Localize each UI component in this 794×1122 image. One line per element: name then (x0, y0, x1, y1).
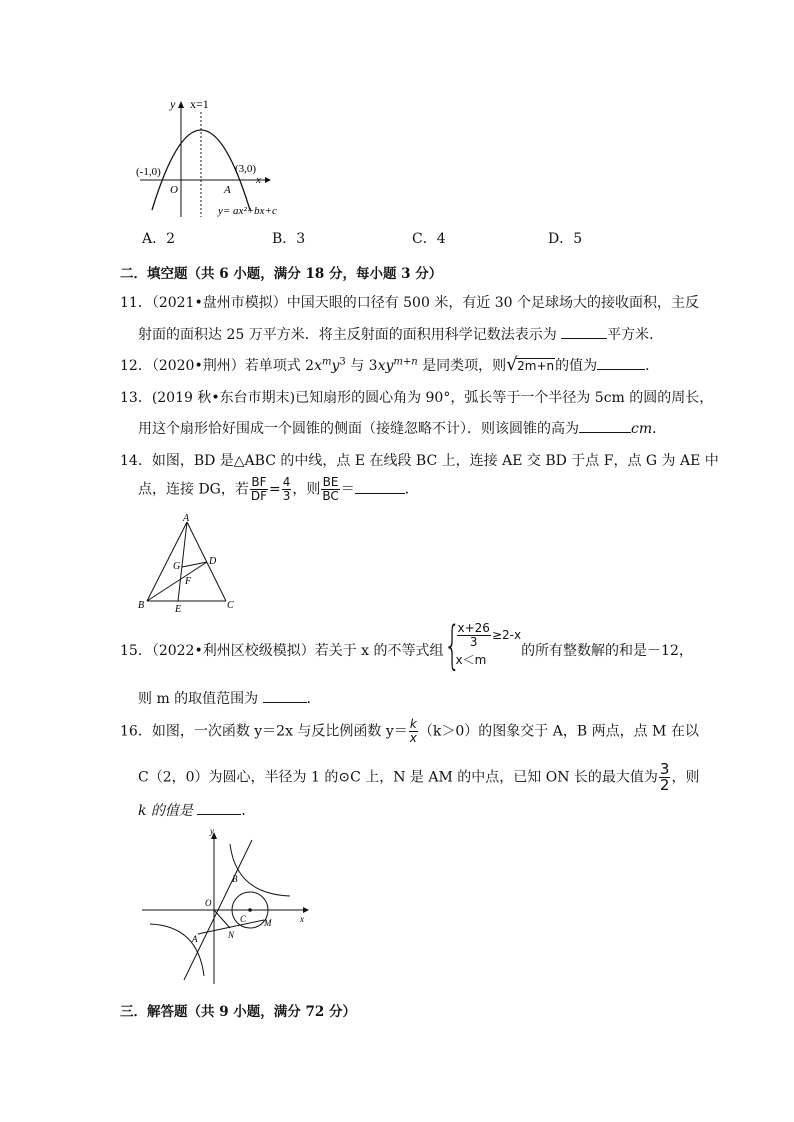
option-a: A．2 (142, 231, 176, 247)
tri-label-d: D (209, 556, 217, 567)
q15-blank[interactable] (263, 688, 307, 703)
option-c: C．4 (412, 231, 446, 247)
q16-blank[interactable] (197, 800, 241, 815)
triangle-figure (130, 512, 245, 614)
q14-line1: 14．如图，BD 是△ABC 的中线，点 E 在线段 BC 上，连接 AE 交 BD 于点 F，点 G 为 AE 中 (120, 453, 719, 469)
label-point-left: (-1,0) (136, 166, 161, 178)
q14-blank[interactable] (355, 479, 405, 494)
q12-sqrt: √ 2m+n (506, 354, 555, 375)
y-axis-arrow (178, 101, 184, 108)
q14-line2: 点，连接 DG，若 $\frac{BF}{DF}$ = $\frac{4}{3}$ ，则 $\frac{BE}{BC}$ ＝ ． (138, 475, 419, 503)
tri-label-g: G (173, 561, 181, 572)
q12: 12．（2020•荆州）若单项式 $2x^my^3$ 与 $3xy^{m+n}$ 是同类项，则 √ 2m+n的值为 ． (120, 354, 660, 375)
q16-line3: k 的值是 ． (138, 800, 255, 820)
q11-line2: 射面的面积达 25 万平方米．将主反射面的面积用科学记数法表示为 平方米． (138, 324, 663, 344)
label-y: y (170, 97, 176, 111)
label-equation: y= ax²+bx+c (218, 205, 277, 217)
label-a: A (224, 184, 231, 196)
q11-line1: 11．（2021•盘州市模拟）中国天眼的口径有 500 米，有近 30 个足球场大的接收面积，主反 (120, 295, 700, 311)
fig3-label-b: B (232, 874, 238, 884)
q12-blank[interactable] (597, 355, 645, 370)
label-x1: x=1 (190, 97, 209, 111)
fig3-label-x: x (300, 914, 304, 924)
q13-blank[interactable] (579, 418, 631, 433)
tri-label-e: E (175, 604, 182, 614)
q15-system: { $\frac{x+26}{3}$ ≥2-x x＜m (443, 616, 522, 676)
q13-line1: 13．(2019 秋•东台市期末)已知扇形的圆心角为 90°，弧长等于一个半径为 5cm 的圆的周长， (120, 390, 714, 406)
label-x: x (256, 174, 261, 186)
parabola-figure (130, 92, 290, 222)
q11-blank[interactable] (561, 324, 607, 339)
tri-label-a: A (183, 513, 190, 524)
q13-line2: 用这个扇形恰好围成一个圆锥的侧面（接缝忽略不计）．则该圆锥的高为 cm． (138, 418, 666, 438)
section3-title: 三．解答题（共 9 小题，满分 72 分） (120, 1004, 356, 1020)
tri-label-b: B (138, 600, 145, 611)
fig3-label-n: N (228, 930, 235, 940)
q15-line1: 15．（2022•利州区校级模拟）若关于 x 的不等式组 { $\frac{x+26}{3}$ ≥2-x x＜m 的所有整数解的和是－12， (120, 616, 693, 676)
label-point-right: (3,0) (235, 163, 257, 175)
fig3-label-m: M (264, 918, 272, 928)
label-origin: O (170, 184, 178, 196)
tri-label-c: C (227, 600, 234, 611)
option-d: D．5 (548, 231, 583, 247)
q16-line2: C（2，0）为圆心，半径为 1 的⊙C 上，N 是 AM 的中点，已知 ON 长的最大值为 $\frac{3}{2}$ ，则 (138, 760, 700, 794)
fig3-label-o: O (205, 898, 212, 908)
section2-title: 二．填空题（共 6 小题，满分 18 分，每小题 3 分） (120, 266, 443, 282)
circle-hyperbola-figure (140, 826, 315, 986)
fig3-label-c: C (240, 914, 247, 924)
x-axis-arrow (265, 177, 271, 183)
fig3-label-a: A (192, 934, 198, 944)
q16-line1: 16．如图，一次函数 y＝2x 与反比例函数 y＝ $\frac{k}{x}$ （k＞0）的图象交于 A，B 两点，点 M 在以 (120, 717, 699, 745)
q15-line2: 则 m 的取值范围为 ． (138, 688, 321, 708)
option-b: B．3 (272, 231, 306, 247)
tri-label-f: F (185, 576, 192, 587)
fig3-label-y: y (210, 826, 214, 836)
